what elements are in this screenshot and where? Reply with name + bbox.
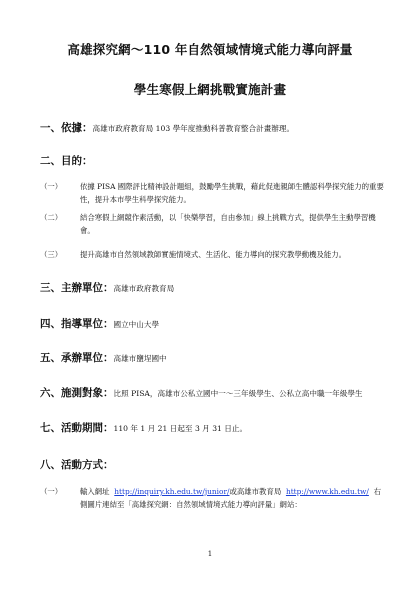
document-title: 高雄探究網～110 年自然領域情境式能力導向評量 bbox=[67, 42, 353, 57]
purpose-item-2 bbox=[40, 212, 385, 237]
section-purpose-heading: 二、目的： bbox=[40, 155, 93, 167]
section-basis-text: 高雄市政府教育局 103 學年度推動科普教育整合計畫辦理。 bbox=[92, 124, 295, 133]
purpose-item-1 bbox=[40, 181, 385, 206]
purpose-item-text: 依據 PISA 國際評比精神設計題組，鼓勵學生挑戰，藉此促進親師生體認科學探究能力的重要性，提升本市學生科學探究能力。 bbox=[80, 182, 384, 204]
page-number: 1 bbox=[207, 550, 213, 558]
method-item-1 bbox=[40, 486, 385, 511]
purpose-item-number: （三） bbox=[40, 250, 63, 259]
section-executor bbox=[40, 350, 167, 365]
section-target-heading: 六、施測對象： bbox=[40, 387, 114, 399]
purpose-item-text: 結合寒假上網競作素活動，以「快樂學習，自由參加」線上挑戰方式，提供學生主動學習機會。 bbox=[80, 213, 376, 235]
section-organizer-heading: 三、主辦單位： bbox=[40, 282, 114, 294]
method-suffix: 右側圖片連結至「高雄探究網：自然領域情境式能力導向評量」網站： bbox=[80, 487, 381, 509]
section-advisor-heading: 四、指導單位： bbox=[40, 318, 114, 330]
inquiry-site-link[interactable]: http://inquiry.kh.edu.tw/junior/ bbox=[114, 487, 230, 496]
method-item-number: （一） bbox=[40, 487, 63, 496]
purpose-item-text: 提升高雄市自然領域教師實施情境式、生活化、能力導向的探究教學動機及能力。 bbox=[80, 250, 347, 259]
section-advisor bbox=[40, 316, 159, 331]
section-organizer bbox=[40, 280, 174, 295]
section-period-heading: 七、活動期間： bbox=[40, 422, 114, 434]
method-prefix: 輸入網址 bbox=[80, 487, 110, 496]
method-item-text bbox=[80, 486, 385, 511]
section-period bbox=[40, 420, 247, 435]
section-period-text: 110 年 1 月 21 日起至 3 月 31 日止。 bbox=[113, 424, 248, 433]
section-advisor-text: 國立中山大學 bbox=[113, 320, 160, 329]
education-bureau-link[interactable]: http://www.kh.edu.tw/ bbox=[285, 487, 369, 496]
section-basis-heading: 一、依據： bbox=[40, 122, 93, 134]
purpose-item-number: （二） bbox=[40, 213, 63, 222]
section-target-text: 比照 PISA，高雄市公私立國中一～三年級學生、公私立高中職一年級學生 bbox=[113, 389, 363, 398]
purpose-item-number: （一） bbox=[40, 182, 63, 191]
section-executor-text: 高雄市鹽埕國中 bbox=[113, 354, 167, 363]
section-executor-heading: 五、承辦單位： bbox=[40, 352, 114, 364]
purpose-item-3 bbox=[40, 249, 385, 262]
section-target bbox=[40, 385, 363, 400]
section-organizer-text: 高雄市政府教育局 bbox=[113, 284, 175, 293]
section-basis bbox=[40, 120, 294, 135]
document-subtitle: 學生寒假上網挑戰實施計畫 bbox=[133, 82, 287, 97]
section-method-heading: 八、活動方式： bbox=[40, 459, 114, 471]
method-middle: 或高雄市教育局 bbox=[229, 487, 282, 496]
